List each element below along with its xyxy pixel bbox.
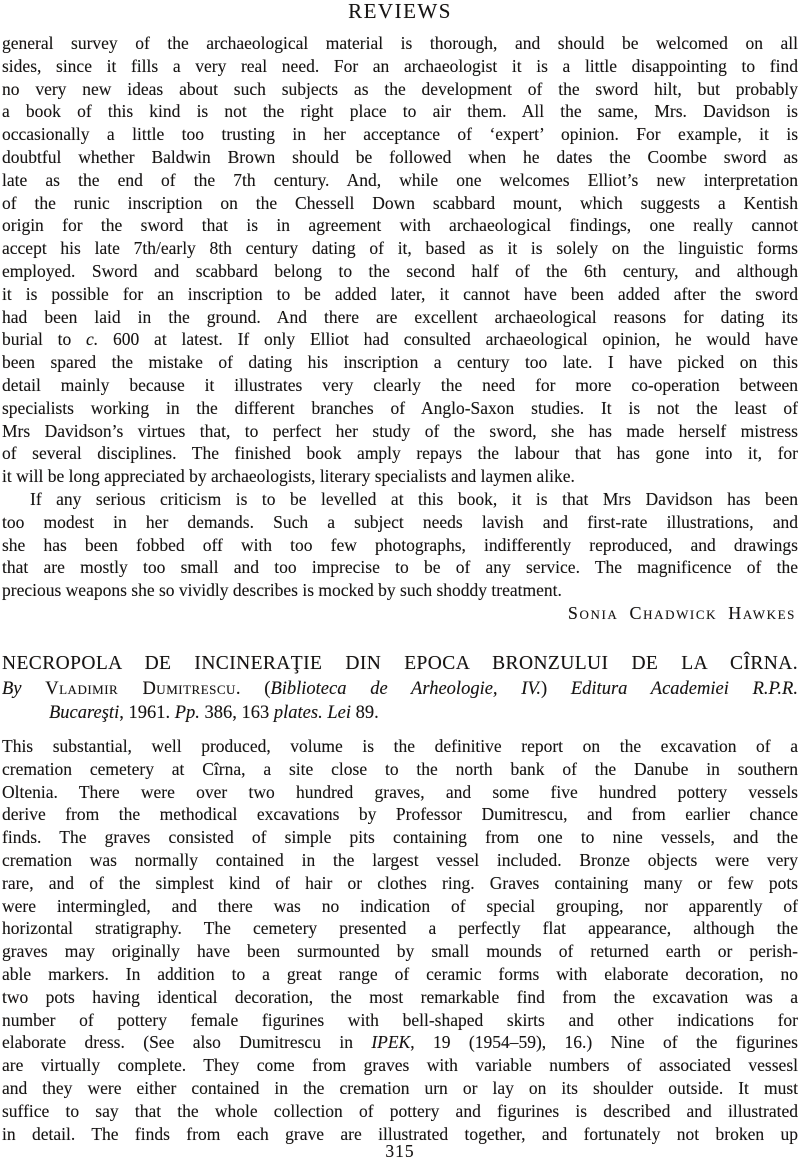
review-cirna-heading-block bbox=[2, 652, 798, 726]
text-line: had been laid in the ground. And there are excellent archaeological reasons for dating its bbox=[2, 306, 798, 327]
text-line: If any serious criticism is to be levelled at this book, it is that Mrs Davidson has been bbox=[30, 488, 798, 509]
text-line: two pots having identical decoration, the most remarkable find from the excavation was a bbox=[2, 986, 798, 1007]
text-line: This substantial, well produced, volume is the definitive report on the excavation of a bbox=[2, 736, 798, 756]
text-line: employed. Sword and scabbard belong to the second half of the 6th century, and although bbox=[2, 260, 798, 281]
text-line: of the runic inscription on the Chessell Down scabbard mount, which suggests a Kentish bbox=[2, 192, 798, 213]
text-line: detail mainly because it illustrates very clearly the need for more co-operation between bbox=[2, 374, 798, 395]
text-line: NECROPOLA DE INCINERAŢIE DIN EPOCA BRONZULUI DE LA CÎRNA. bbox=[2, 653, 798, 674]
text-line: of several disciplines. The finished book amply repays the labour that has gone into it, for bbox=[2, 443, 798, 464]
text-line: that are mostly too small and too imprecise to be of any service. The magnificence of the bbox=[2, 557, 798, 578]
text-line: cremation cemetery at Cîrna, a site close to the north bank of the Danube in southern bbox=[2, 758, 798, 779]
text-line: been spared the mistake of dating his inscription a century too late. I have picked on this bbox=[2, 352, 798, 373]
review1-paragraph-continuation bbox=[2, 32, 798, 488]
text-line: general survey of the archaeological material is thorough, and should be welcomed on all bbox=[2, 33, 798, 53]
text-line: a book of this kind is not the right place to air them. All the same, Mrs. Davidson is bbox=[2, 101, 798, 122]
text-line: Bucareşti, 1961. Pp. 386, 163 plates. Lei 89. bbox=[49, 703, 379, 723]
text-line: in detail. The finds from each grave are illustrated together, and fortunately not broken up bbox=[2, 1123, 798, 1144]
running-head: REVIEWS bbox=[348, 0, 452, 23]
text-line: able markers. In addition to a great range of ceramic forms with elaborate decoration, no bbox=[2, 963, 798, 984]
text-line: doubtful whether Baldwin Brown should be followed when he dates the Coombe sword as bbox=[2, 146, 798, 167]
review-cirna-body bbox=[2, 735, 798, 1145]
text-line: she has been fobbed off with too few photographs, indifferently reproduced, and drawings bbox=[2, 534, 798, 555]
review2-paragraph-1 bbox=[2, 735, 798, 1145]
text-line: Oltenia. There were over two hundred graves, and some five hundred pottery vessels bbox=[2, 781, 798, 802]
text-line: precious weapons she so vividly describes is mocked by such shoddy treatment. bbox=[2, 580, 562, 601]
text-line: late as the end of the 7th century. And, while one welcomes Elliot’s new interpretation bbox=[2, 169, 798, 190]
review1-paragraph-2 bbox=[2, 488, 798, 602]
text-line: burial to c. 600 at latest. If only Elliot had consulted archaeological opinion, he would have bbox=[2, 329, 798, 350]
text-line: and they were either contained in the cremation urn or lay on its shoulder outside. It must bbox=[2, 1077, 798, 1098]
text-line: it is possible for an inscription to be added later, it cannot have been added after the sword bbox=[2, 283, 798, 304]
text-line: sides, since it fills a very real need. For an archaeologist it is a little disappointing to find bbox=[2, 55, 798, 76]
text-line: specialists working in the different branches of Anglo-Saxon studies. It is not the least of bbox=[2, 397, 798, 418]
text-line: rare, and of the simplest kind of hair or clothes ring. Graves containing many or few pots bbox=[2, 872, 798, 893]
text-line: horizontal stratigraphy. The cemetery presented a perfectly flat appearance, although the bbox=[2, 918, 798, 939]
book-title-heading bbox=[2, 652, 798, 726]
text-line: occasionally a little too trusting in her acceptance of ‘expert’ opinion. For example, it is bbox=[2, 124, 798, 145]
text-line: are virtually complete. They come from graves with variable numbers of associated vessesl bbox=[2, 1055, 798, 1076]
text-line: derive from the methodical excavations by Professor Dumitrescu, and from earlier chance bbox=[2, 804, 798, 825]
text-line: no very new ideas about such subjects as the development of the sword hilt, but probably bbox=[2, 78, 798, 99]
text-line: it will be long appreciated by archaeologists, literary specialists and laymen alike. bbox=[2, 466, 575, 487]
reviewer-signature: Sonia Chadwick Hawkes bbox=[567, 602, 796, 623]
text-line: too modest in her demands. Such a subject needs lavish and first-rate illustrations, and bbox=[2, 511, 798, 532]
text-line: finds. The graves consisted of simple pits containing from one to nine vessels, and the bbox=[2, 827, 798, 848]
page-number: 315 bbox=[385, 1141, 415, 1161]
text-line: By Vladimir Dumitrescu. (Biblioteca de Arheologie, IV.) Editura Academiei R.P.R. bbox=[2, 678, 798, 699]
text-line: elaborate dress. (See also Dumitrescu in IPEK, 19 (1954–59), 16.) Nine of the figurines bbox=[2, 1032, 798, 1053]
review-davidson-sword bbox=[2, 32, 798, 625]
text-line: origin for the sword that is in agreement with archaeological findings, one really cannot bbox=[2, 215, 798, 236]
text-line: cremation was normally contained in the largest vessel included. Bronze objects were very bbox=[2, 849, 798, 870]
text-line: were intermingled, and there was no indication of special grouping, nor apparently of bbox=[2, 895, 798, 916]
text-line: Mrs Davidson’s virtues that, to perfect her study of the sword, she has made herself mistress bbox=[2, 420, 798, 441]
text-line: graves may originally have been surmounted by small mounds of returned earth or perish- bbox=[2, 941, 798, 962]
text-line: suffice to say that the whole collection of pottery and figurines is described and illustrated bbox=[2, 1100, 798, 1121]
text-line: number of pottery female figurines with bell-shaped skirts and other indications for bbox=[2, 1009, 798, 1030]
text-line: accept his late 7th/early 8th century dating of it, based as it is solely on the linguistic forms bbox=[2, 238, 798, 259]
